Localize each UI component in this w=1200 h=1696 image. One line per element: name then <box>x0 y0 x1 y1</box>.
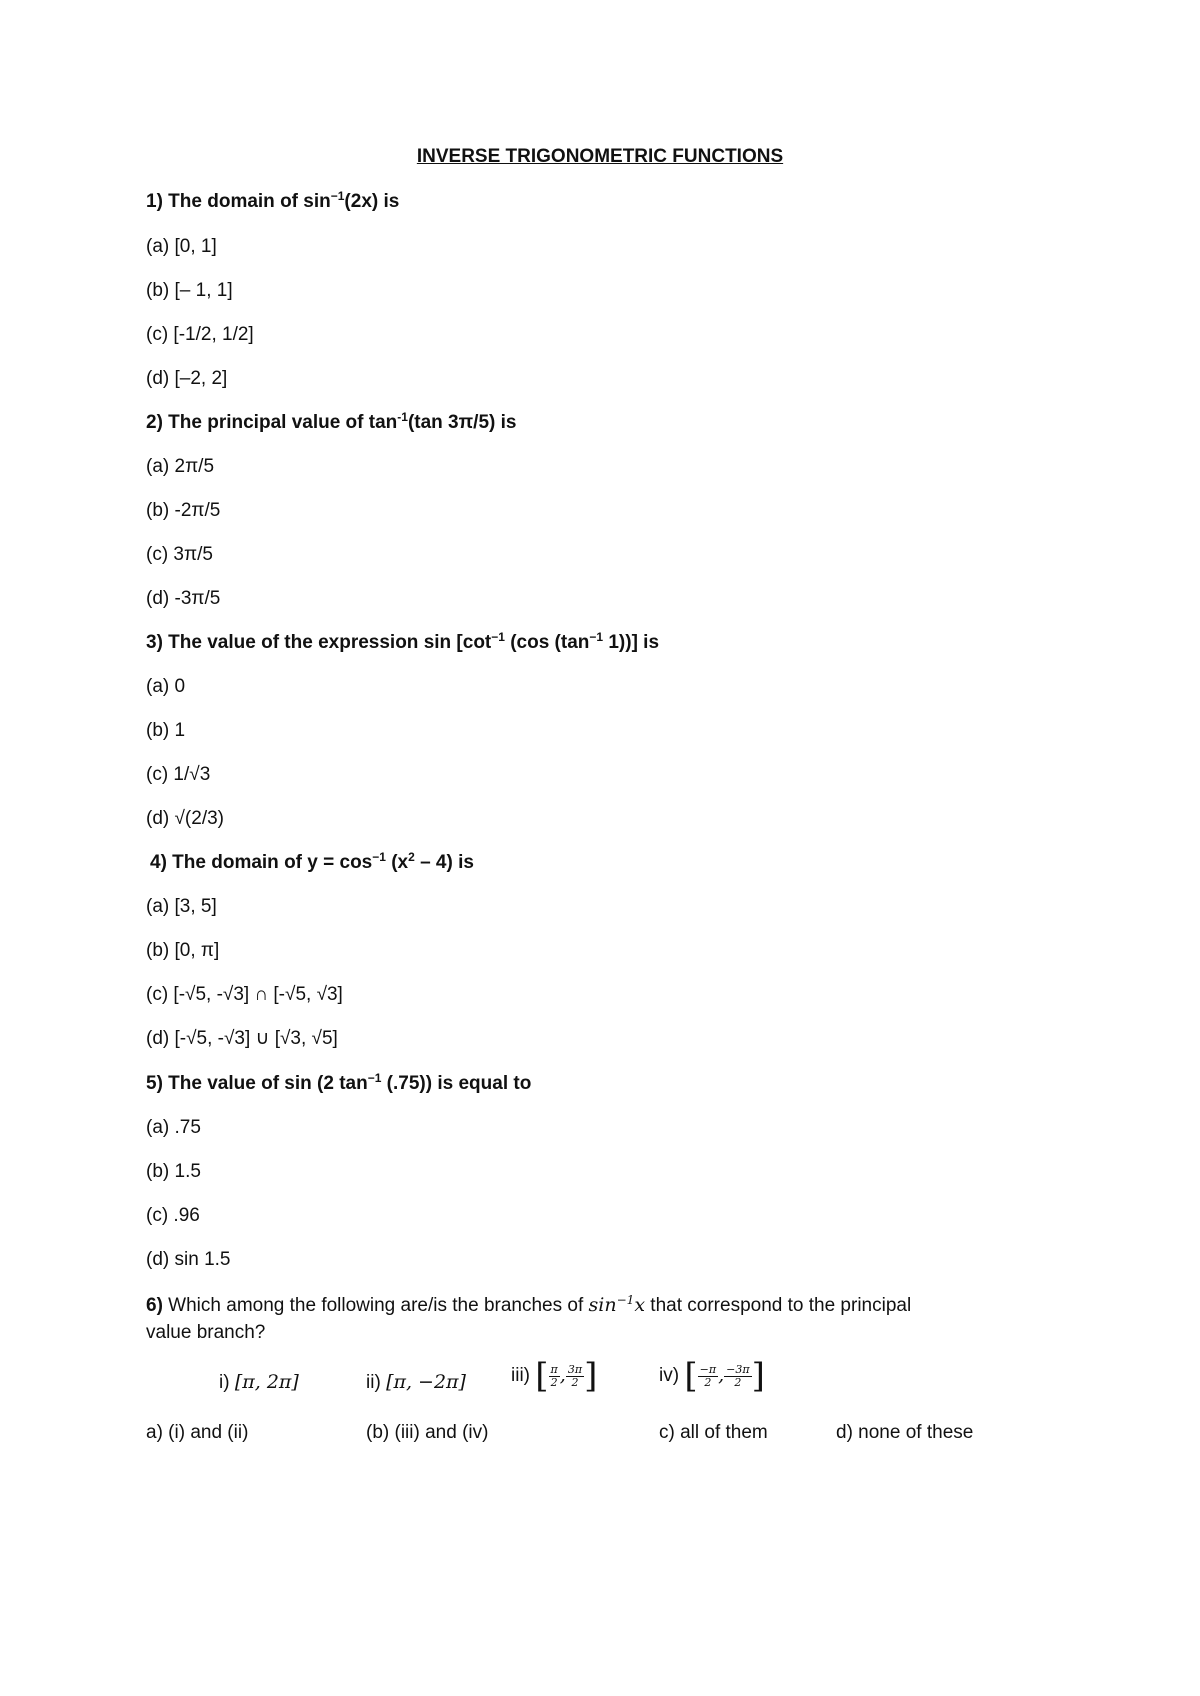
question-4-mid: (x <box>385 852 409 873</box>
q4-option-d: (d) [-√5, -√3] ∪ [√3, √5] <box>146 1028 338 1049</box>
question-2-sup: -1 <box>397 410 408 424</box>
q2-option-d: (d) -3π/5 <box>146 588 221 609</box>
question-5-suffix: (.75)) is equal to <box>381 1073 532 1094</box>
q3-option-b: (b) 1 <box>146 720 186 741</box>
q3-option-c: (c) 1/√3 <box>146 764 211 785</box>
q2-option-c: (c) 3π/5 <box>146 544 213 565</box>
branch-iii: iii) [ $\frac{\pi}{2}$ , $\frac{3\pi}{2}$ ] <box>511 1356 598 1396</box>
question-1 <box>146 190 399 214</box>
question-3-prefix: 3) The value of the expression sin [cot <box>146 632 492 653</box>
q1-option-a: (a) [0, 1] <box>146 236 217 257</box>
question-4-suffix: – 4) is <box>414 852 474 873</box>
question-4-sup-2: 2 <box>408 850 415 864</box>
q4-option-c: (c) [-√5, -√3] ∩ [-√5, √3] <box>146 984 343 1005</box>
question-6-text-2: that correspond to the principal <box>645 1295 912 1316</box>
branch-iv-frac-2: $\frac{-3\pi}{2}$ <box>726 1362 750 1389</box>
q5-option-a: (a) .75 <box>146 1117 201 1138</box>
question-6-text-1: Which among the following are/is the branches of <box>162 1295 589 1316</box>
branch-i <box>219 1371 299 1394</box>
question-4-prefix: 4) The domain of y = cos <box>150 852 373 873</box>
question-2-suffix: (tan 3π/5) is <box>407 412 517 433</box>
q5-option-c: (c) .96 <box>146 1205 200 1226</box>
question-6-func-var: x <box>634 1294 646 1316</box>
question-4-sup-1: −1 <box>372 850 386 864</box>
question-1-suffix: (2x) is <box>344 191 400 212</box>
branch-iii-frac-2: $\frac{3\pi}{2}$ <box>567 1362 583 1389</box>
question-5-sup: −1 <box>367 1071 382 1085</box>
branch-ii <box>366 1371 466 1394</box>
question-6-func-sup: −1 <box>616 1293 635 1307</box>
q6-answer-c: c) all of them <box>659 1422 768 1443</box>
question-2 <box>146 411 516 435</box>
question-6 <box>146 1293 911 1318</box>
question-1-prefix: 1) The domain of sin <box>146 191 331 212</box>
q1-option-d: (d) [–2, 2] <box>146 368 228 389</box>
q6-answer-a: a) (i) and (ii) <box>146 1422 249 1443</box>
q2-option-a: (a) 2π/5 <box>146 456 215 477</box>
branch-iv-label: iv) <box>659 1365 680 1387</box>
question-3-mid: (cos (tan <box>504 632 590 653</box>
question-4 <box>150 851 474 875</box>
question-3-suffix: 1))] is <box>603 632 660 653</box>
branch-iv-frac-1: $\frac{-\pi}{2}$ <box>699 1362 717 1389</box>
q1-option-c: (c) [-1/2, 1/2] <box>146 324 254 345</box>
q3-option-d: (d) √(2/3) <box>146 808 224 829</box>
q4-option-a: (a) [3, 5] <box>146 896 217 917</box>
question-2-prefix: 2) The principal value of tan <box>146 412 398 433</box>
branch-ii-label: ii) <box>366 1372 381 1393</box>
branch-iii-frac-1: $\frac{\pi}{2}$ <box>550 1362 558 1389</box>
q3-option-a: (a) 0 <box>146 676 186 697</box>
question-6-func: sin <box>588 1294 617 1316</box>
q4-option-b: (b) [0, π] <box>146 940 220 961</box>
question-6-line-2: value branch? <box>146 1322 266 1343</box>
question-5-prefix: 5) The value of sin (2 tan <box>146 1073 368 1094</box>
branch-iii-label: iii) <box>511 1365 530 1387</box>
branch-iv: iv) [ $\frac{-\pi}{2}$ , $\frac{-3\pi}{2}$ ] <box>659 1356 765 1396</box>
q2-option-b: (b) -2π/5 <box>146 500 221 521</box>
question-3-sup-1: −1 <box>491 630 505 644</box>
question-1-sup: −1 <box>330 189 345 203</box>
q5-option-b: (b) 1.5 <box>146 1161 201 1182</box>
branch-i-value: [π, 2π] <box>234 1371 299 1393</box>
q6-answer-b: (b) (iii) and (iv) <box>366 1422 489 1443</box>
question-5 <box>146 1072 531 1096</box>
q5-option-d: (d) sin 1.5 <box>146 1249 231 1270</box>
question-3-sup-2: −1 <box>589 630 604 644</box>
page-title: INVERSE TRIGONOMETRIC FUNCTIONS <box>416 146 784 167</box>
q6-answer-d: d) none of these <box>836 1422 974 1443</box>
q1-option-b: (b) [– 1, 1] <box>146 280 233 301</box>
question-6-number: 6) <box>146 1295 163 1316</box>
question-3 <box>146 631 659 655</box>
branch-ii-value: [π, −2π] <box>386 1371 466 1393</box>
branch-i-label: i) <box>219 1372 230 1393</box>
